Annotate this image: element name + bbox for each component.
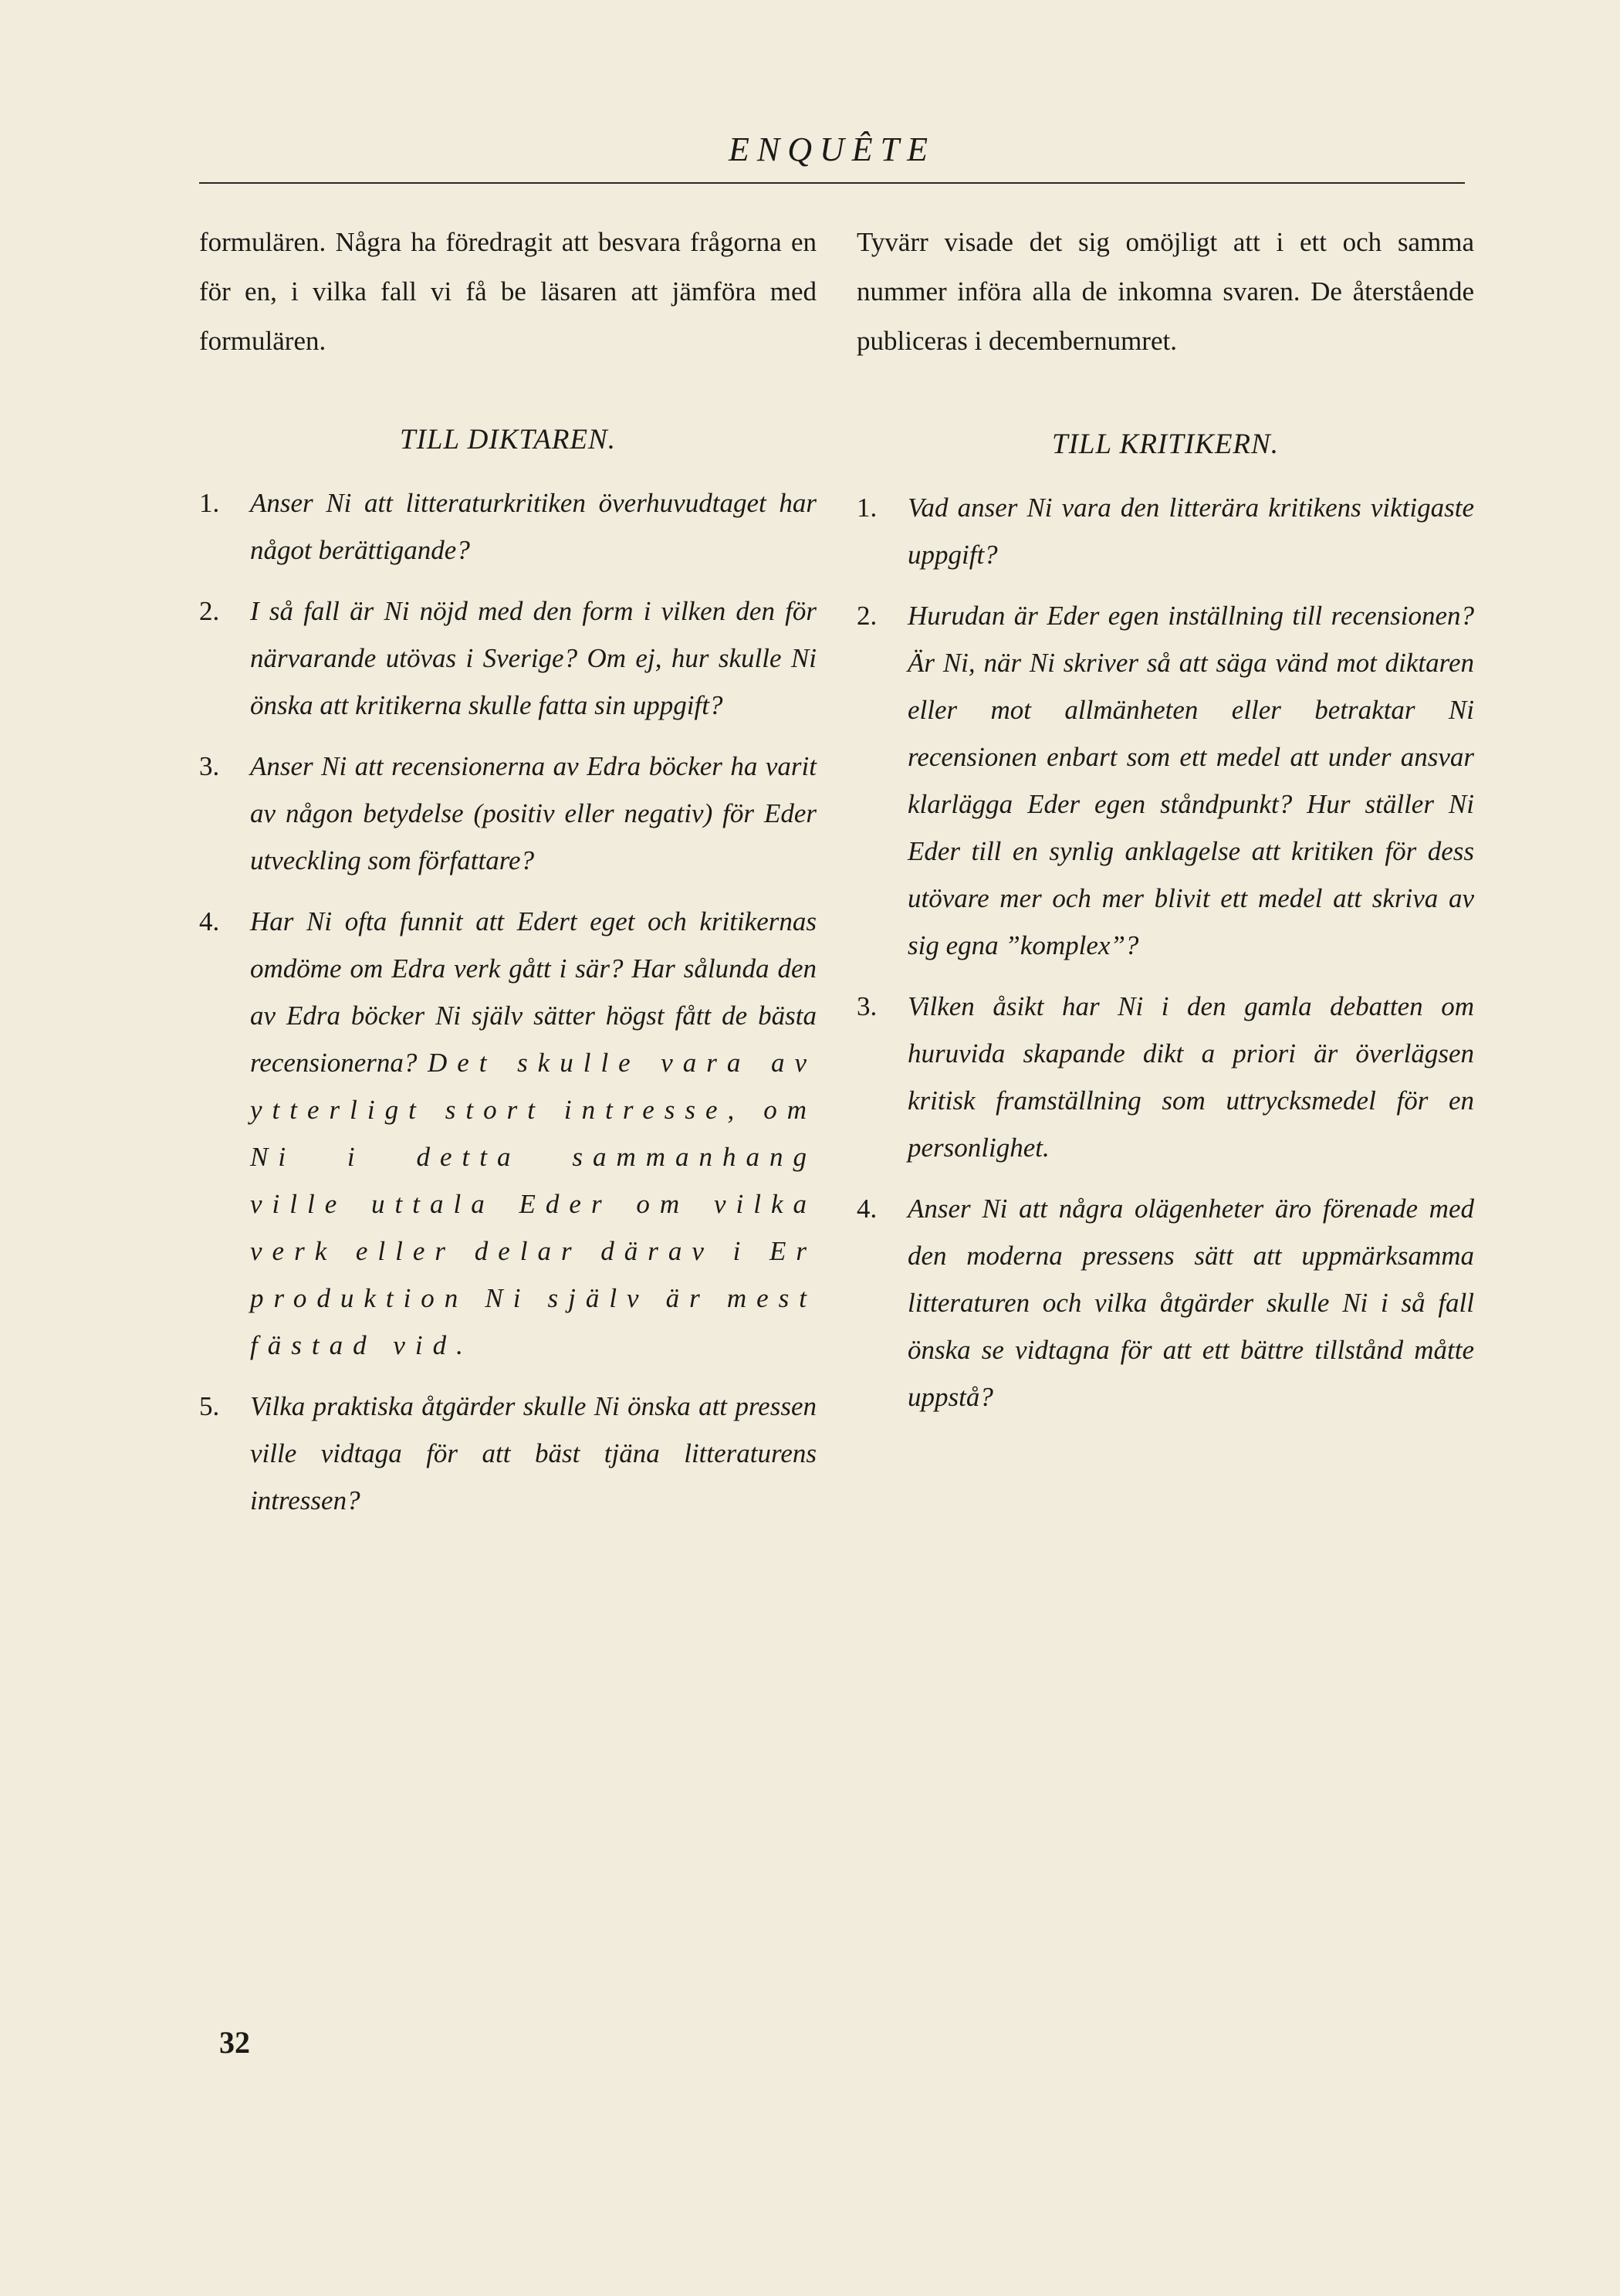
running-head: ENQUÊTE (729, 130, 935, 168)
question-number: 1. (199, 488, 220, 518)
right-intro-paragraph: Tyvärr visade det sig omöjligt att i ett och samma nummer införa alla de inkomna svaren. De återstående publiceras i decembernumret. (857, 227, 1474, 356)
question-item (199, 898, 817, 1369)
question-item (857, 484, 1474, 578)
question-number: 1. (857, 493, 878, 523)
question-text-spaced-emphasis: Det skulle vara av ytterligt stort intresse, om Ni i detta sammanhang ville uttala Eder om vilka verk eller delar därav i Er produktion Ni själv är mest fästad vid. (250, 1048, 817, 1360)
question-item (857, 1185, 1474, 1421)
question-text: Vilka praktiska åtgärder skulle Ni önska att pressen ville vidtaga för att bäst tjäna litteraturens intressen? (250, 1391, 817, 1515)
question-text: Anser Ni att recensionerna av Edra böcker ha varit av någon betydelse (positiv eller negativ) för Eder utveckling som författare? (250, 751, 817, 875)
question-item (857, 983, 1474, 1171)
question-item (199, 743, 817, 884)
question-text-main: Har Ni ofta funnit att Edert eget och kritikernas omdöme om Edra verk gått i sär? Har sålunda den av Edra böcker Ni själv sätter högst fått de bästa recensionerna? (250, 906, 817, 1078)
question-number: 3. (199, 751, 220, 781)
question-item (199, 588, 817, 729)
question-number: 2. (199, 596, 220, 626)
question-text: Anser Ni att litteraturkritiken överhuvudtaget har något berättigande? (250, 488, 817, 565)
question-text: Hurudan är Eder egen inställning till recensionen? Är Ni, när Ni skriver så att säga vänd mot diktaren eller mot allmänheten eller betraktar Ni recensionen enbart som ett medel att under ansvar klarlägga Eder egen ståndpunkt? Hur ställer Ni Eder till en synlig anklagelse att kritiken för dess utövare mer och mer blivit ett medel att skriva av sig egna ”komplex”? (908, 601, 1474, 960)
question-list-diktaren (199, 479, 817, 1524)
question-number: 5. (199, 1391, 220, 1421)
header-rule (199, 182, 1465, 184)
question-item (199, 1383, 817, 1524)
question-number: 3. (857, 991, 878, 1021)
left-intro-paragraph: formulären. Några ha föredragit att besvara frågorna en för en, i vilka fall vi få be läsaren att jämföra med formulären. (199, 227, 817, 356)
question-number: 4. (857, 1194, 878, 1224)
question-text: Anser Ni att några olägenheter äro förenade med den moderna pressens sätt att uppmärksamma litteraturen och vilka åtgärder skulle Ni i så fall önska se vidtagna för att ett bättre tillstånd måtte uppstå? (908, 1194, 1474, 1412)
right-column (857, 218, 1474, 1421)
question-text: Vad anser Ni vara den litterära kritikens viktigaste uppgift? (908, 493, 1474, 570)
question-text (250, 898, 817, 1369)
section-heading-till-diktaren: TILL DIKTAREN. (400, 424, 616, 455)
section-heading-till-kritikern: TILL KRITIKERN. (1052, 428, 1279, 460)
question-list-kritikern (857, 484, 1474, 1421)
page-number: 32 (219, 2025, 250, 2060)
question-text: Vilken åsikt har Ni i den gamla debatten om huruvida skapande dikt a priori är överlägsen kritisk framställning som uttrycksmedel för en personlighet. (908, 991, 1474, 1163)
question-text: I så fall är Ni nöjd med den form i vilken den för närvarande utövas i Sverige? Om ej, hur skulle Ni önska att kritikerna skulle fatta sin uppgift? (250, 596, 817, 720)
question-number: 2. (857, 601, 878, 631)
left-column (199, 218, 817, 1524)
question-item (199, 479, 817, 574)
question-item (857, 592, 1474, 969)
question-number: 4. (199, 906, 220, 936)
